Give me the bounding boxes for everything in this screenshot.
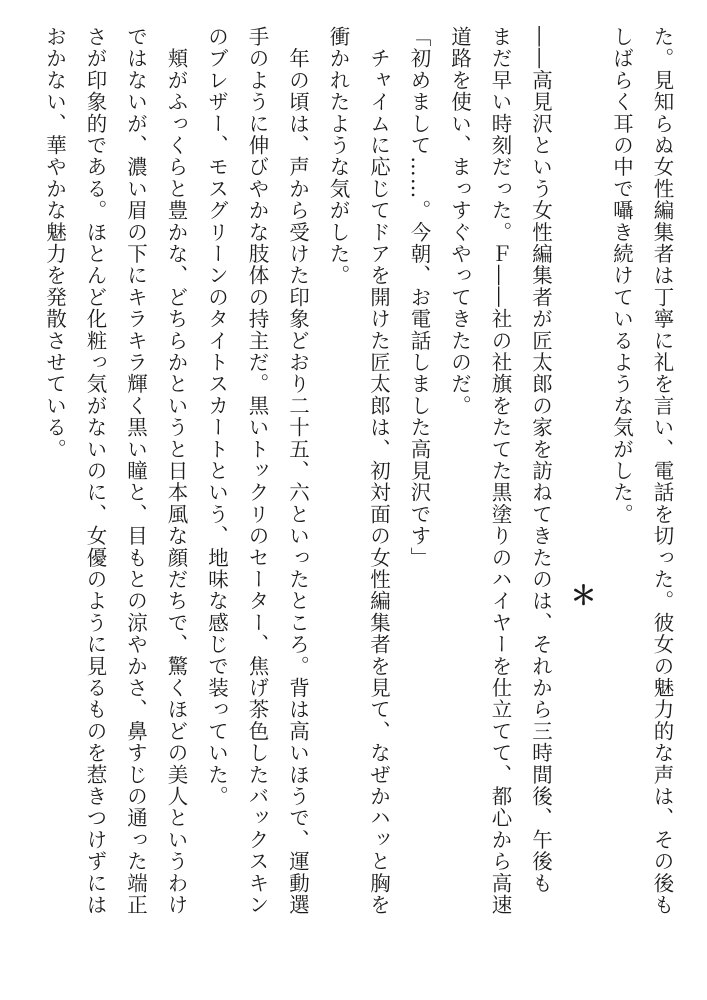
text-line: さが印象的である。ほとんど化粧っ気がないのに、女優のように見るものを惹きつけずには xyxy=(83,26,107,916)
text-line: ――高見沢という女性編集者が匠太郎の家を訪ねてきたのは、それから三時間後、午後も xyxy=(528,26,553,894)
text-line: チャイムに応じてドアを開けた匠太郎は、初対面の女性編集者を見て、なぜかハッと胸を xyxy=(366,26,391,916)
dialogue-line: 「初めまして……。今朝、お電話しました高見沢です」 xyxy=(407,26,431,569)
section-break-asterisk: ＊ xyxy=(566,582,596,610)
text-line: 年の頃は、声から受けた印象どおり二十五、六といったところ。背は高いほうで、運動選 xyxy=(285,26,310,916)
text-line: のブレザー、モスグリーンのタイトスカートという、地味な感じで装っていた。 xyxy=(204,26,229,808)
text-line: 道路を使い、まっすぐやってきたのだ。 xyxy=(447,26,472,417)
text-line: 頬がふっくらと豊かな、どちらかというと日本風な顔だちで、驚くほどの美人というわけ xyxy=(164,26,188,916)
text-line: まだ早い時刻だった。Ｆ――社の社旗をたてた黒塗りのハイヤーを仕立てて、都心から高速 xyxy=(488,26,512,916)
text-line: おかない、華やかな魅力を発散させている。 xyxy=(42,26,67,460)
text-line: しばらく耳の中で囁き続けているような気がした。 xyxy=(609,26,634,526)
text-line: ではないが、濃い眉の下にキラキラ輝く黒い瞳と、目もとの涼やかさ、鼻すじの通った端正 xyxy=(123,26,148,916)
text-line: 手のように伸びやかな肢体の持主だ。黒いトックリのセーター、焦げ茶色したバックスキン xyxy=(245,26,269,916)
text-line: 衝かれたような気がした。 xyxy=(326,26,350,287)
vertical-text-body xyxy=(30,26,682,986)
text-line: た。見知らぬ女性編集者は丁寧に礼を言い、電話を切った。彼女の魅力的な声は、その後も xyxy=(650,26,674,916)
